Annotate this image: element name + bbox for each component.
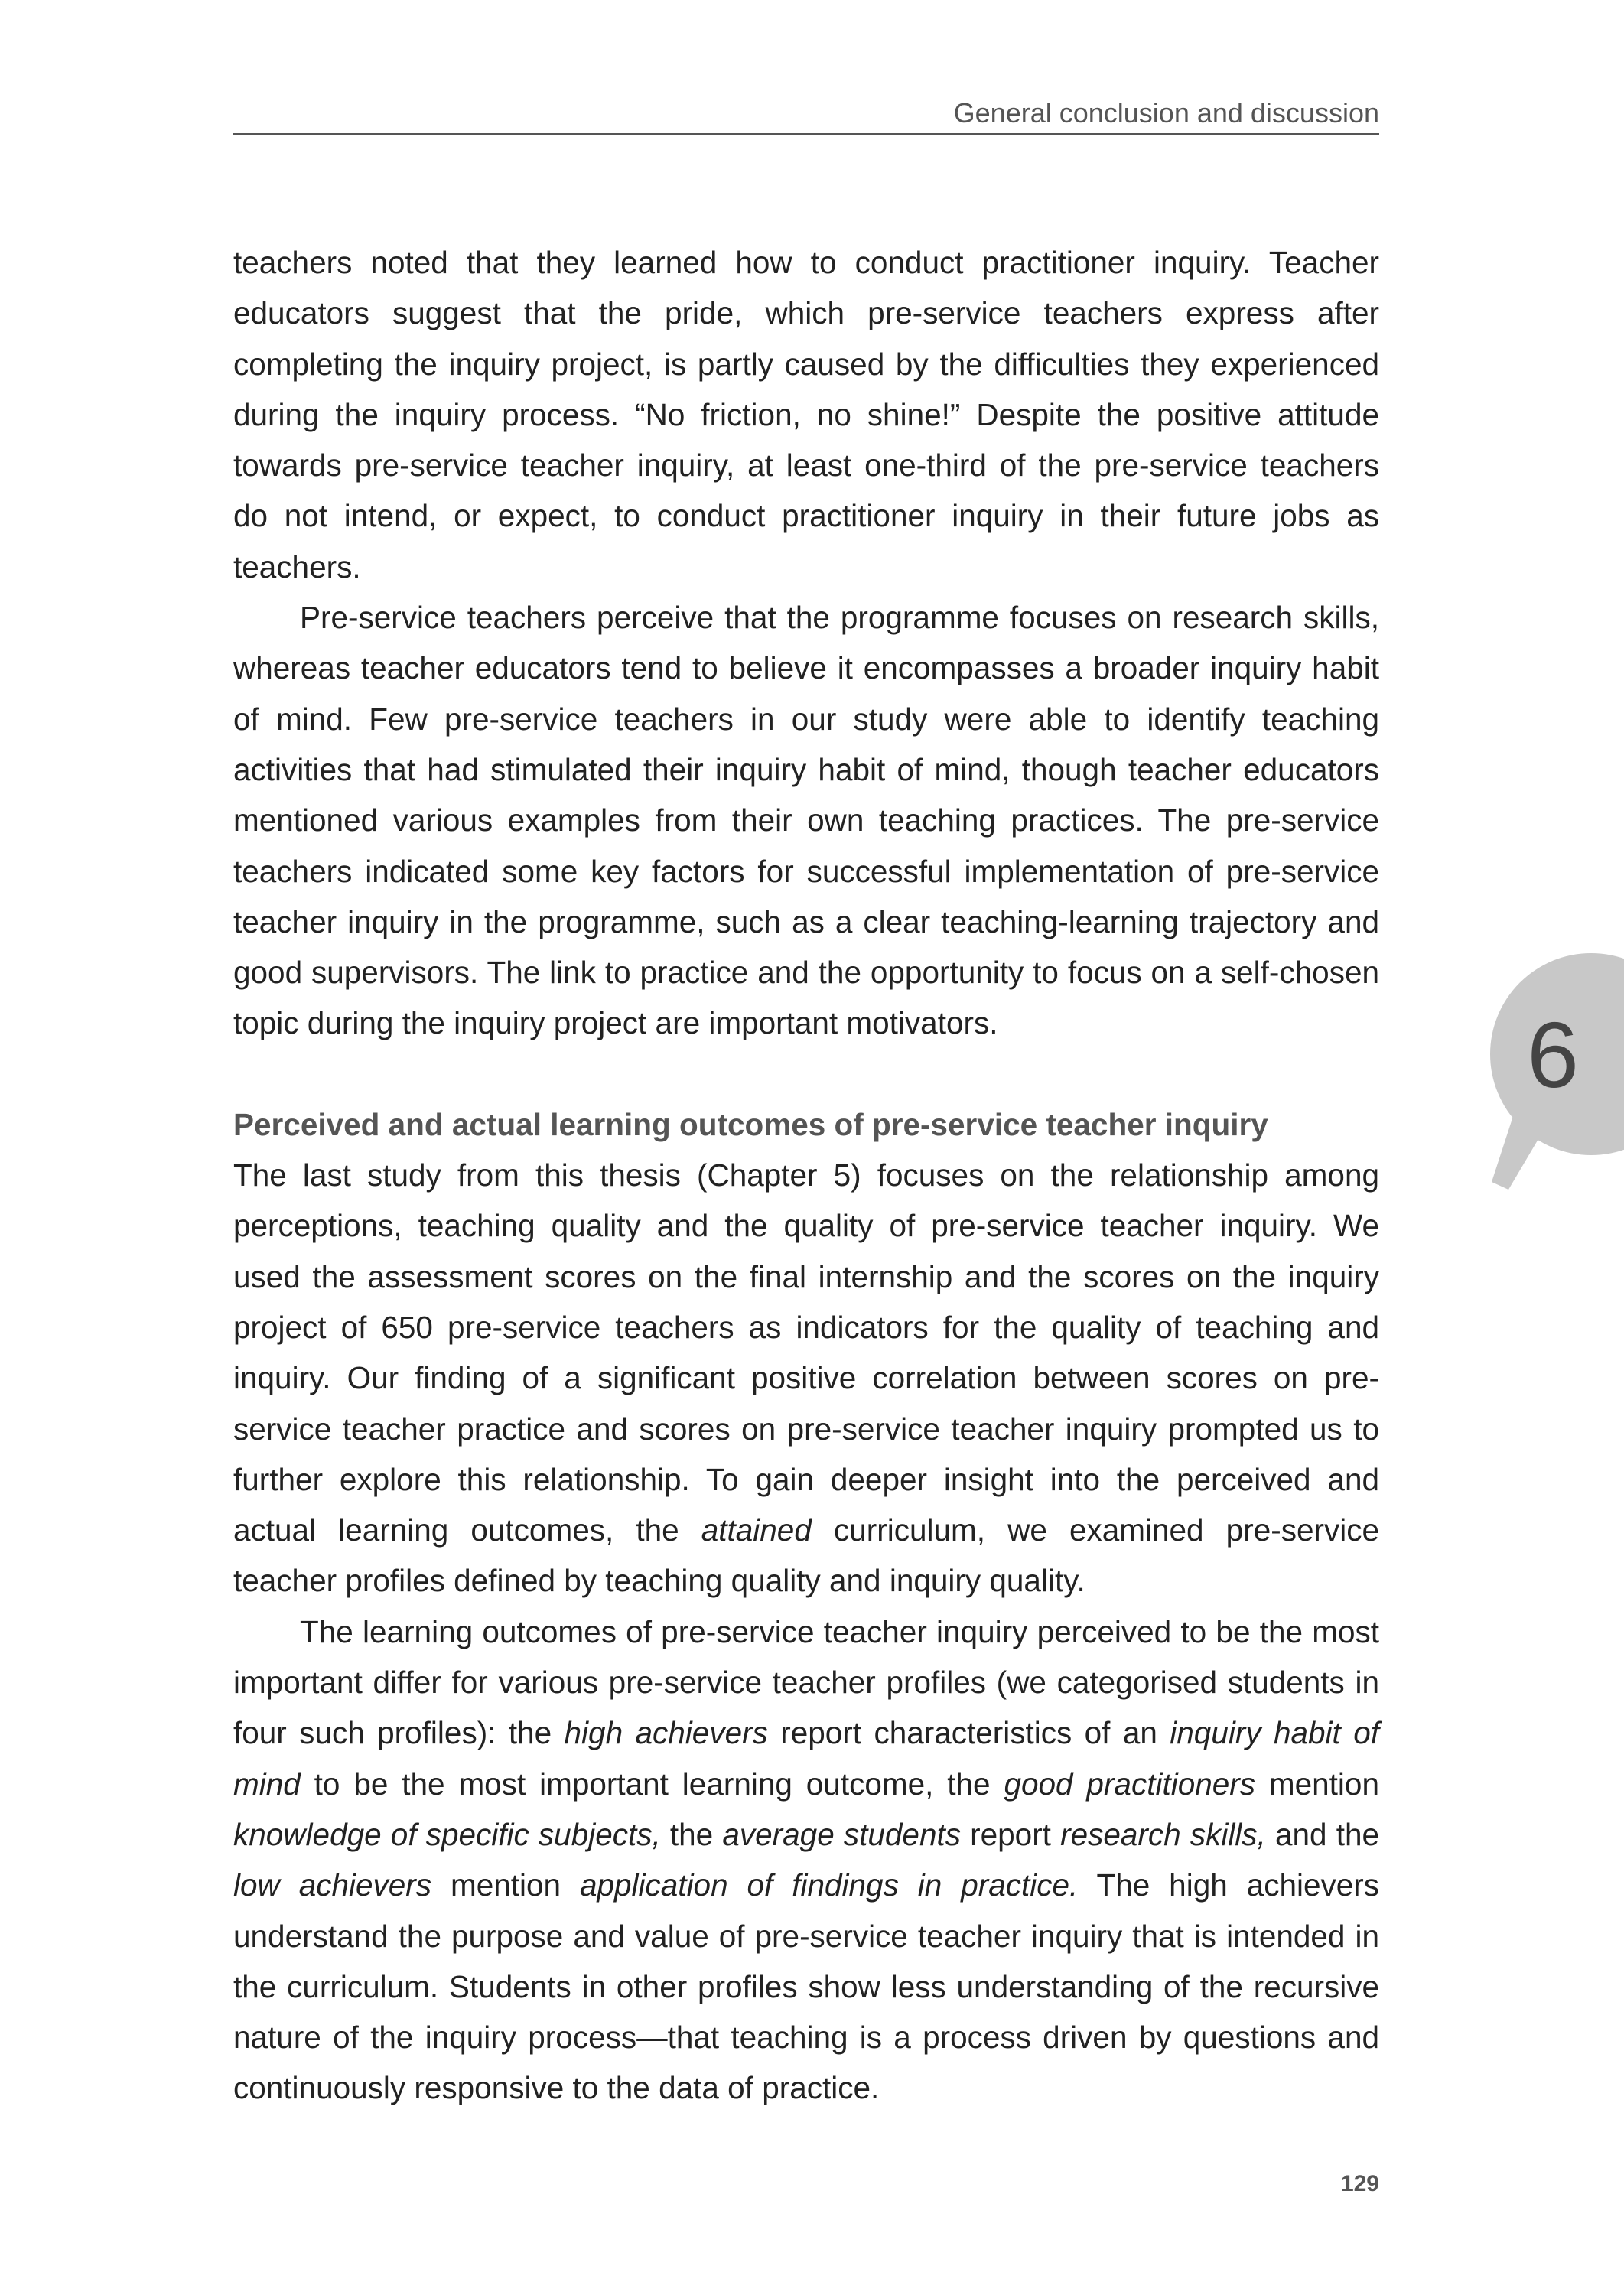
running-header: General conclusion and discussion — [953, 97, 1379, 129]
text-run: The high achievers understand the purpose and value of pre-service teacher inquiry that is intended in the curriculum. Students in other profiles show less understanding of the recursive nature of the inquiry process—that teaching is a process driven by questions and continuously responsive to the data of practice. — [233, 1867, 1379, 2106]
page-number-text: 129 — [1340, 2171, 1379, 2196]
text-run: report — [960, 1816, 1061, 1852]
emphasis: research skills, — [1060, 1816, 1266, 1852]
paragraph: Pre-service teachers perceive that the programme focuses on research skills, whereas teacher educators tend to believe it encompasses a broader inquiry habit of mind. Few pre-service teachers in our study were able to identify teaching activities that had stimulated their inquiry habit of mind, though teacher educators mentioned various examples from their own teaching practices. The pre-service teachers indicated some key factors for successful implementation of pre-service teacher inquiry in the programme, such as a clear teaching-learning trajectory and good supervisors. The link to practice and the opportunity to focus on a self-chosen topic during the inquiry project are important motivators. — [233, 600, 1379, 1041]
emphasis: knowledge of specific subjects, — [233, 1816, 661, 1852]
emphasis: low achievers — [233, 1867, 432, 1903]
text-run: the — [660, 1816, 723, 1852]
chapter-tab-magnifier-icon — [1475, 952, 1624, 1197]
paragraph — [233, 1606, 1379, 2114]
emphasis: inquiry habit of mind — [233, 1715, 1379, 1802]
emphasis: attained — [701, 1512, 812, 1548]
text-run: The learning outcomes of pre-service teacher inquiry perceived to be the most important differ for various pre-service teacher profiles (we categorised students in four such profiles): the — [233, 1613, 1379, 1751]
page-number — [1224, 2169, 1624, 2199]
body-text — [233, 237, 1379, 2114]
text-run: mention — [1255, 1766, 1379, 1802]
text-run: to be the most important learning outcome, the — [300, 1766, 1004, 1802]
text-run: The last study from this thesis (Chapter 5) focuses on the relationship among perceptions, teaching quality and the quality of pre-service teacher inquiry. We used the assessment scores on the final internship and the scores on the inquiry project of 650 pre-service teachers as indicators for the quality of teaching and inquiry. Our finding of a significant positive correlation between scores on pre-service teacher practice and scores on pre-service teacher inquiry prompted us to further explore this relationship. To gain deeper insight into the perceived and actual learning outcomes, the — [233, 1157, 1379, 1548]
text-run: mention — [431, 1867, 580, 1903]
paragraph: teachers noted that they learned how to conduct practitioner inquiry. Teacher educators suggest that the pride, which pre-service teachers express after completing the inquiry project, is partly caused by the difficulties they experienced during the inquiry process. “No friction, no shine!” Despite the positive attitude towards pre-service teacher inquiry, at least one-third of the pre-service teachers do not intend, or expect, to conduct practitioner inquiry in their future jobs as teachers. — [233, 245, 1379, 584]
emphasis: good practitioners — [1004, 1766, 1256, 1802]
chapter-number: 6 — [1527, 1003, 1579, 1107]
section-heading: Perceived and actual learning outcomes of pre-service teacher inquiry — [233, 1106, 1268, 1142]
emphasis: high achievers — [564, 1715, 768, 1751]
emphasis: average students — [722, 1816, 961, 1852]
header-rule — [233, 133, 1379, 135]
text-run: report characteristics of an — [767, 1715, 1170, 1751]
emphasis: application of findings in practice. — [579, 1867, 1079, 1903]
paragraph — [233, 1150, 1379, 1606]
text-run: and the — [1265, 1816, 1379, 1852]
text-run: curriculum, we examined pre-service teacher profiles defined by teaching quality and inquiry quality. — [233, 1512, 1379, 1599]
